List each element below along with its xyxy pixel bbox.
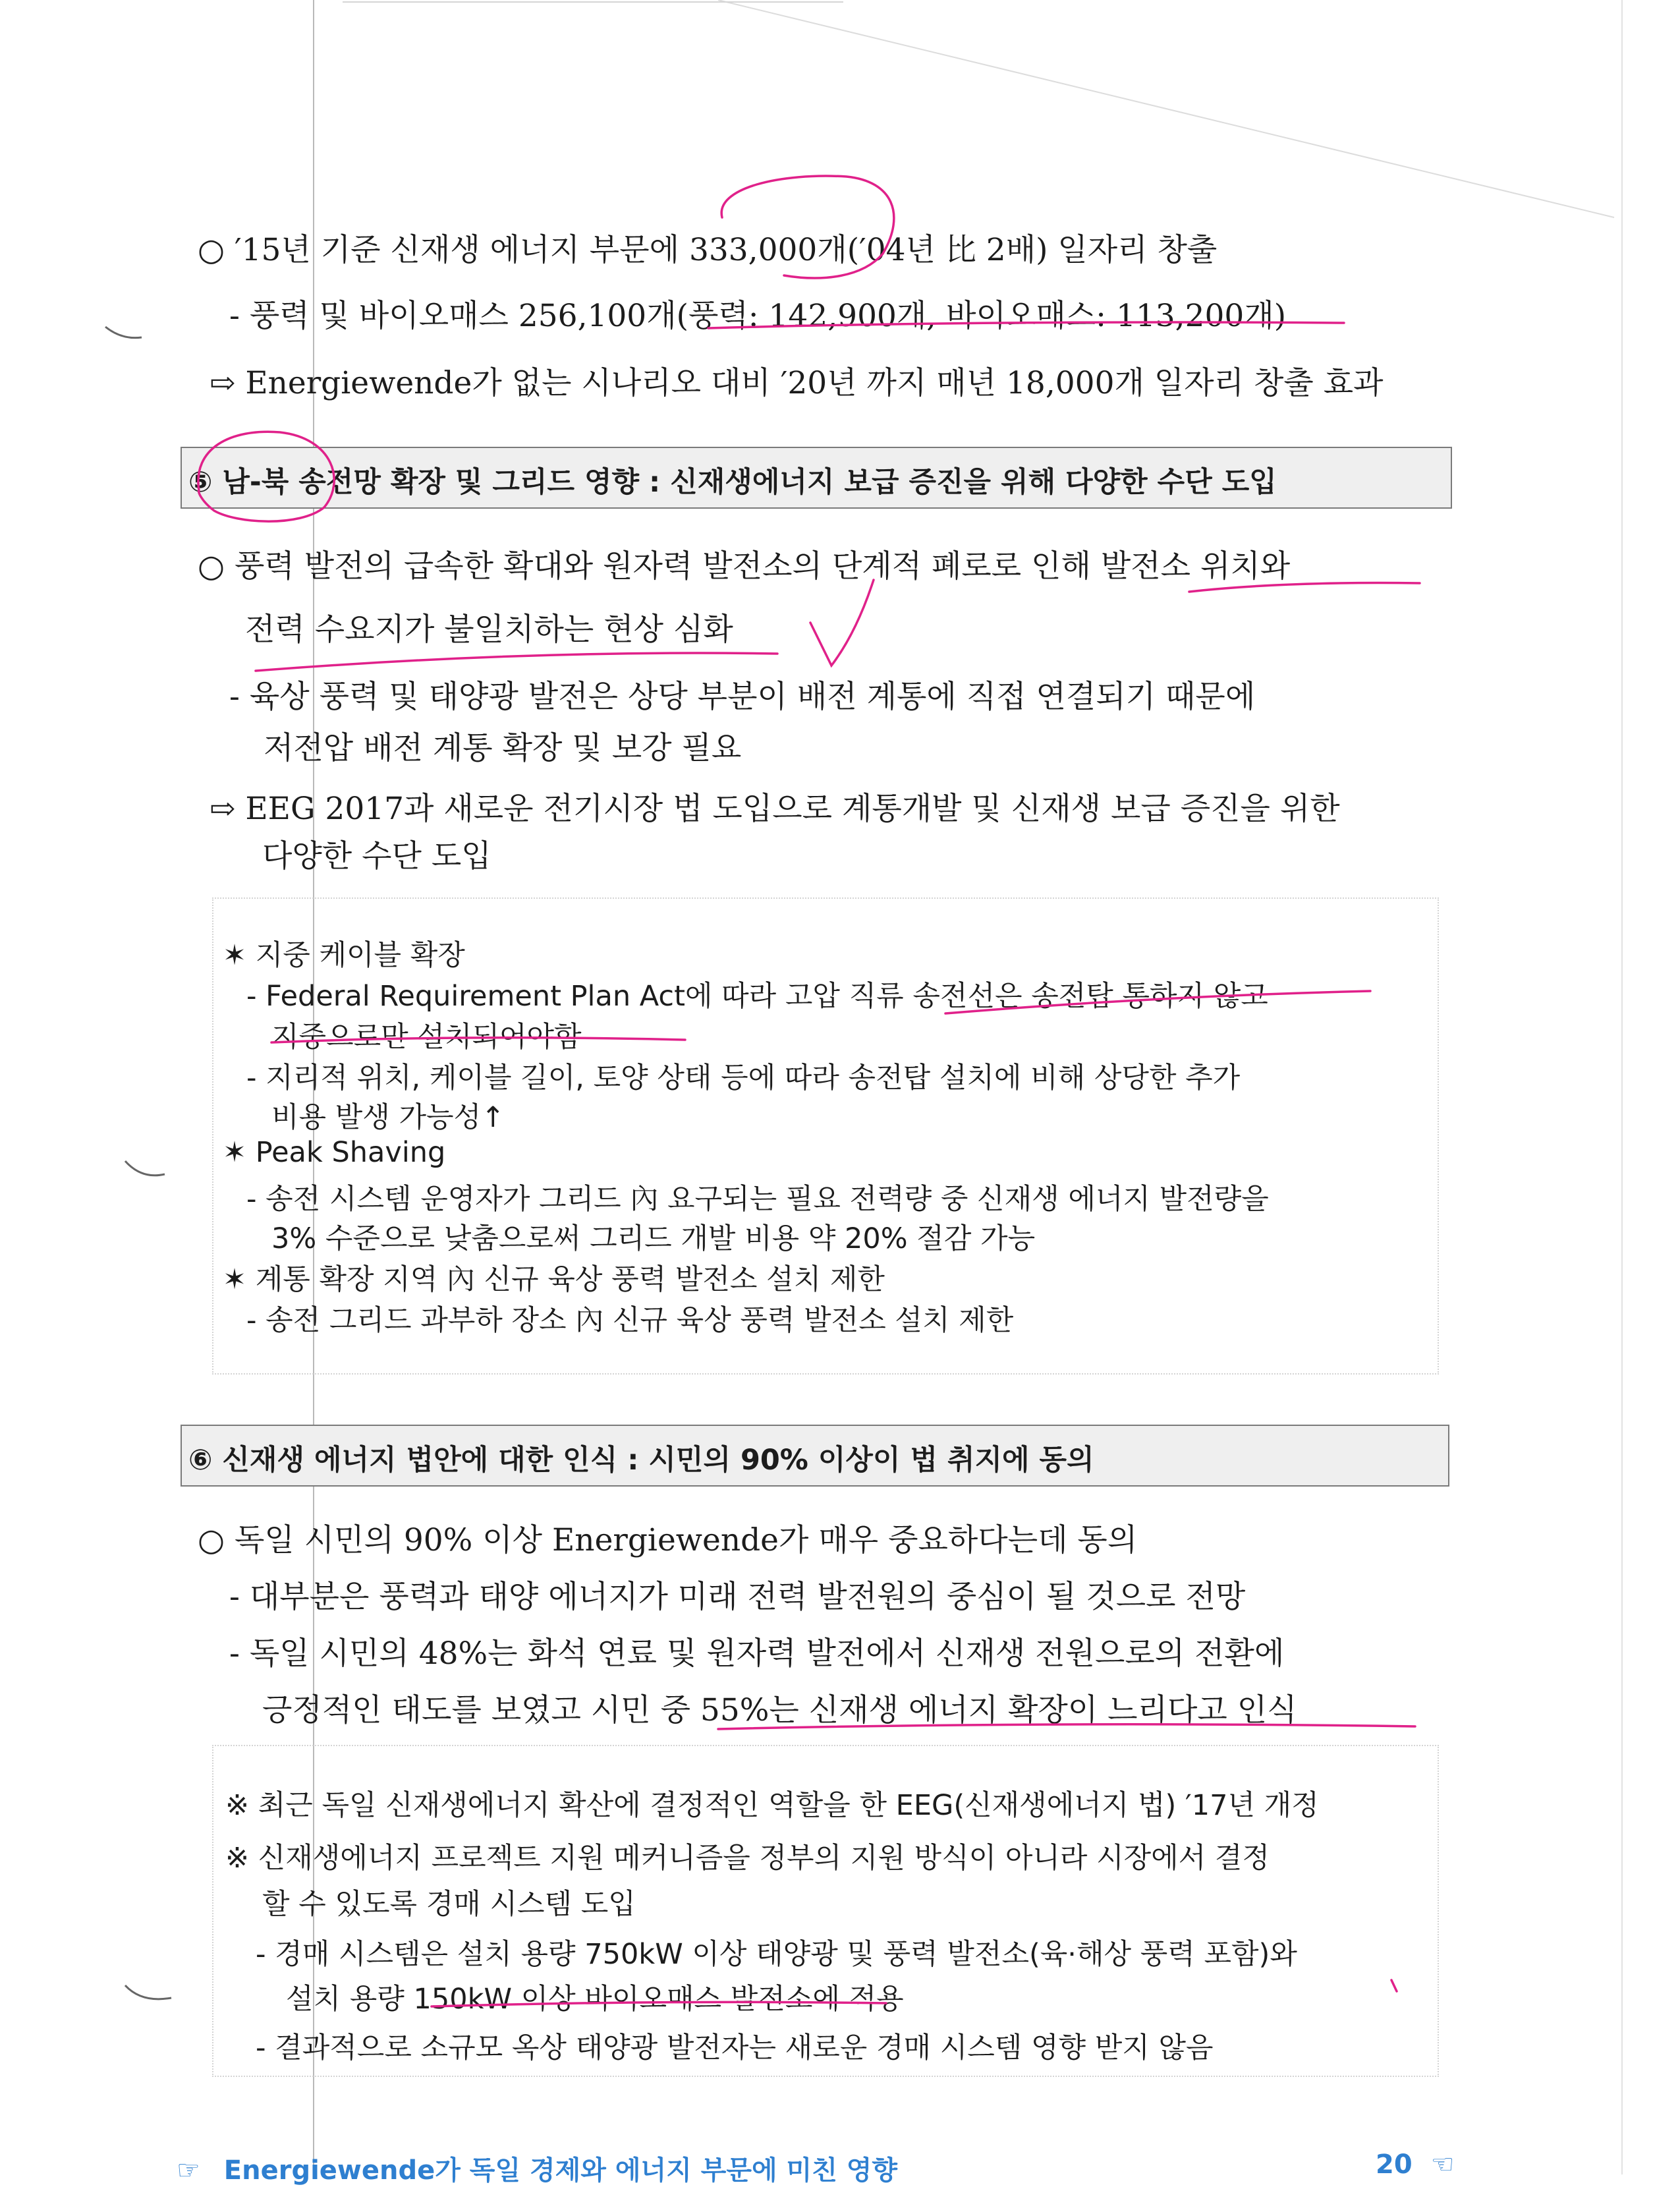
section5-sub-line2: 저전압 배전 계통 확장 및 보강 필요 <box>264 730 742 766</box>
jobs-bullet: ○ ′15년 기준 신재생 에너지 부문에 333,000개(′04년 比 2배) 일자리 창출 <box>198 232 1218 268</box>
pen-checkmark <box>810 580 874 666</box>
jobs-arrow-line: ⇨ Energiewende가 없는 시나리오 대비 ′20년 까지 매년 18,000개 일자리 창출 효과 <box>210 365 1384 401</box>
section6-bullet: ○ 독일 시민의 90% 이상 Energiewende가 매우 중요하다는데 동의 <box>198 1522 1138 1558</box>
note-underground-cable-detail2-cont: 비용 발생 가능성↑ <box>271 1101 505 1134</box>
section5-bullet-line1: ○ 풍력 발전의 급속한 확대와 원자력 발전소의 단계적 폐로로 인해 발전소 위치와 <box>198 548 1291 584</box>
note-grid-restriction: ✶ 계통 확장 지역 內 신규 육상 풍력 발전소 설치 제한 <box>223 1263 885 1296</box>
note-peak-shaving-detail-cont: 3% 수준으로 낮춤으로써 그리드 개발 비용 약 20% 절감 가능 <box>271 1222 1036 1255</box>
pointing-hand-left-icon: ☜ <box>1430 2149 1455 2180</box>
note-peak-shaving: ✶ Peak Shaving <box>223 1136 446 1169</box>
section6-sub2-line2: 긍정적인 태도를 보였고 시민 중 55%는 신재생 에너지 확장이 느리다고 인식 <box>262 1692 1297 1728</box>
pen-underline-demand-mismatch <box>256 653 777 671</box>
note-auction-exemption: - 결과적으로 소규모 옥상 태양광 발전자는 새로운 경매 시스템 영향 받지 않음 <box>256 2031 1214 2064</box>
note-auction-scope-cont: 설치 용량 150kW 이상 바이오매스 발전소에 적용 <box>286 1983 904 2016</box>
note-grid-restriction-detail: - 송전 그리드 과부하 장소 內 신규 육상 풍력 발전소 설치 제한 <box>246 1304 1014 1337</box>
footer-page <box>1376 2149 1454 2180</box>
section5-bullet-line2: 전력 수요지가 불일치하는 현상 심화 <box>245 611 733 648</box>
note-auction-system: ※ 신재생에너지 프로젝트 지원 메커니즘을 정부의 지원 방식이 아니라 시장에서 결정 <box>225 1842 1270 1875</box>
note-underground-cable-detail1-cont: 지중으로만 설치되어야함 <box>271 1021 582 1054</box>
note-underground-cable-detail2: - 지리적 위치, 케이블 길이, 토양 상태 등에 따라 송전탑 설치에 비해 상당한 추가 <box>246 1062 1241 1094</box>
note-auction-scope: - 경매 시스템은 설치 용량 750kW 이상 태양광 및 풍력 발전소(육·해상 풍력 포함)와 <box>256 1938 1297 1971</box>
section5-arrow-line1: ⇨ EEG 2017과 새로운 전기시장 법 도입으로 계통개발 및 신재생 보급 증진을 위한 <box>210 791 1340 827</box>
note-underground-cable-detail1: - Federal Requirement Plan Act에 따라 고압 직류 송전선은 송전탑 통하지 않고 <box>246 980 1268 1013</box>
note-eeg-revision: ※ 최근 독일 신재생에너지 확산에 결정적인 역할을 한 EEG(신재생에너지 법) ′17년 개정 <box>225 1789 1319 1822</box>
section6-sub2-line1: - 독일 시민의 48%는 화석 연료 및 원자력 발전에서 신재생 전원으로의 전환에 <box>229 1635 1285 1672</box>
footer <box>177 2149 897 2187</box>
pointing-hand-icon: ☞ <box>177 2155 200 2186</box>
section6-heading: ⑥ 신재생 에너지 법안에 대한 인식 : 시민의 90% 이상이 법 취지에 동의 <box>188 1444 1094 1477</box>
section6-heading-box <box>181 1425 1449 1487</box>
page-number: 20 <box>1376 2149 1413 2180</box>
jobs-sub-bullet: - 풍력 및 바이오매스 256,100개(풍력: 142,900개, 바이오매스: 113,200개) <box>229 298 1287 334</box>
footer-title: Energiewende가 독일 경제와 에너지 부문에 미친 영향 <box>223 2155 898 2186</box>
note-auction-system-cont: 할 수 있도록 경매 시스템 도입 <box>262 1888 636 1921</box>
section5-sub-line1: - 육상 풍력 및 태양광 발전은 상당 부분이 배전 계통에 직접 연결되기 때문에 <box>229 679 1256 715</box>
section5-arrow-line2: 다양한 수단 도입 <box>262 838 491 874</box>
note-underground-cable: ✶ 지중 케이블 확장 <box>223 939 465 972</box>
section5-heading-box <box>181 447 1452 509</box>
note-peak-shaving-detail: - 송전 시스템 운영자가 그리드 內 요구되는 필요 전력량 중 신재생 에너지 발전량을 <box>246 1183 1269 1216</box>
section5-heading: ⑤ 남-북 송전망 확장 및 그리드 영향 : 신재생에너지 보급 증진을 위해 다양한 수단 도입 <box>188 466 1277 499</box>
section6-sub1: - 대부분은 풍력과 태양 에너지가 미래 전력 발전원의 중심이 될 것으로 전망 <box>229 1579 1246 1615</box>
